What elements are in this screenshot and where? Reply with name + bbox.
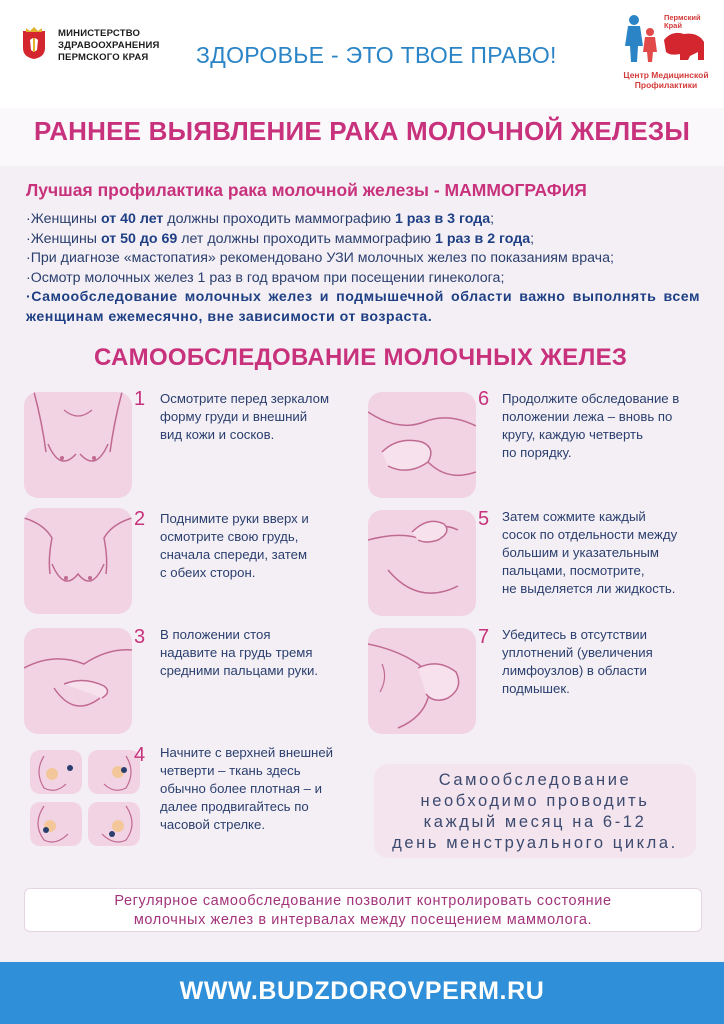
note-text: Самообследование необходимо проводить каждый месяц на 6-12 день менструального цикла. [392, 771, 678, 852]
step-5-illustration [368, 510, 476, 616]
step-4-quadrant-3 [30, 802, 82, 846]
step-6-text: Продолжите обследование в положении лежа – вновь по кругу, каждую четверть по порядку. [502, 391, 680, 460]
bullet-item-mammography-40: ·Женщины от 40 лет должны проходить маммографию 1 раз в 3 года; [26, 211, 495, 227]
step-2-number: 2 [134, 508, 146, 530]
regular-text: Регулярное самообследование позволит контролировать состояние молочных желез в интервалах между посещением маммолога. [114, 893, 612, 928]
step-7-illustration [368, 628, 476, 734]
bullet-item-mammography-50: ·Женщины от 50 до 69 лет должны проходить маммографию 1 раз в 2 года; [26, 230, 535, 247]
step-3-number: 3 [134, 626, 146, 648]
center-logo [620, 12, 710, 96]
step-1-illustration [24, 392, 132, 498]
step-6-number: 6 [478, 388, 490, 410]
center-region: Пермский Край [664, 13, 701, 30]
step-7-text: Убедитесь в отсутствии уплотнений (увеличения лимфоузлов) в области подмышек. [502, 627, 653, 696]
step-2-text: Поднимите руки вверх и осмотрите свою грудь, сначала спереди, затем с обеих сторон. [160, 511, 309, 580]
step-1-text: Осмотрите перед зеркалом форму груди и внешний вид кожи и сосков. [160, 391, 330, 442]
step-4-text: Начните с верхней внешней четверти – ткань здесь обычно более плотная – и далее продвигайтесь по часовой стрелке. [160, 745, 334, 832]
bullet-item-mastopathy: ·При диагнозе «мастопатия» рекомендовано УЗИ молочных желез по показаниям врача; [26, 250, 614, 266]
page-title: РАННЕЕ ВЫЯВЛЕНИЕ РАКА МОЛОЧНОЙ ЖЕЛЕЗЫ [33, 116, 691, 146]
step-3-illustration [24, 628, 132, 734]
step-3-text: В положении стоя надавите на грудь тремя средними пальцами руки. [160, 627, 319, 678]
step-6-illustration [368, 392, 476, 498]
bullet-item-exam: ·Осмотр молочных желез 1 раз в год врачом при посещении гинеколога; [26, 269, 505, 286]
center-name: Центр Медицинской Профилактики [623, 70, 709, 90]
bullet-list [26, 210, 700, 327]
subtitle: Лучшая профилактика рака молочной железы - МАММОГРАФИЯ [26, 180, 587, 200]
section-title: САМООБСЛЕДОВАНИЕ МОЛОЧНЫХ ЖЕЛЕЗ [94, 344, 628, 371]
step-7-number: 7 [478, 626, 490, 648]
perm-crest-icon [22, 26, 46, 60]
step-4-quadrant-1 [30, 750, 82, 794]
step-1-number: 1 [134, 388, 146, 410]
step-4-number: 4 [134, 744, 146, 766]
step-4-quadrant-2 [88, 750, 140, 794]
footer-url-link[interactable]: WWW.BUDZDOROVPERM.RU [179, 977, 545, 1005]
step-5-number: 5 [478, 508, 490, 530]
bullet-item-self-exam: ·Самообследование молочных желез и подмышечной области важно выполнять всем женщинам ежемесячно, вне зависимости от возраста. [26, 289, 700, 325]
step-5-text: Затем сожмите каждый сосок по отдельности между большим и указательным пальцами, посмотрите, не выделяется ли жидкость. [502, 509, 678, 596]
step-2-illustration [24, 508, 132, 614]
ministry-name: МИНИСТЕРСТВО ЗДРАВООХРАНЕНИЯ ПЕРМСКОГО КРАЯ [58, 28, 160, 63]
step-4-quadrant-4 [88, 802, 140, 846]
slogan: ЗДОРОВЬЕ - ЭТО ТВОЕ ПРАВО! [196, 42, 557, 68]
